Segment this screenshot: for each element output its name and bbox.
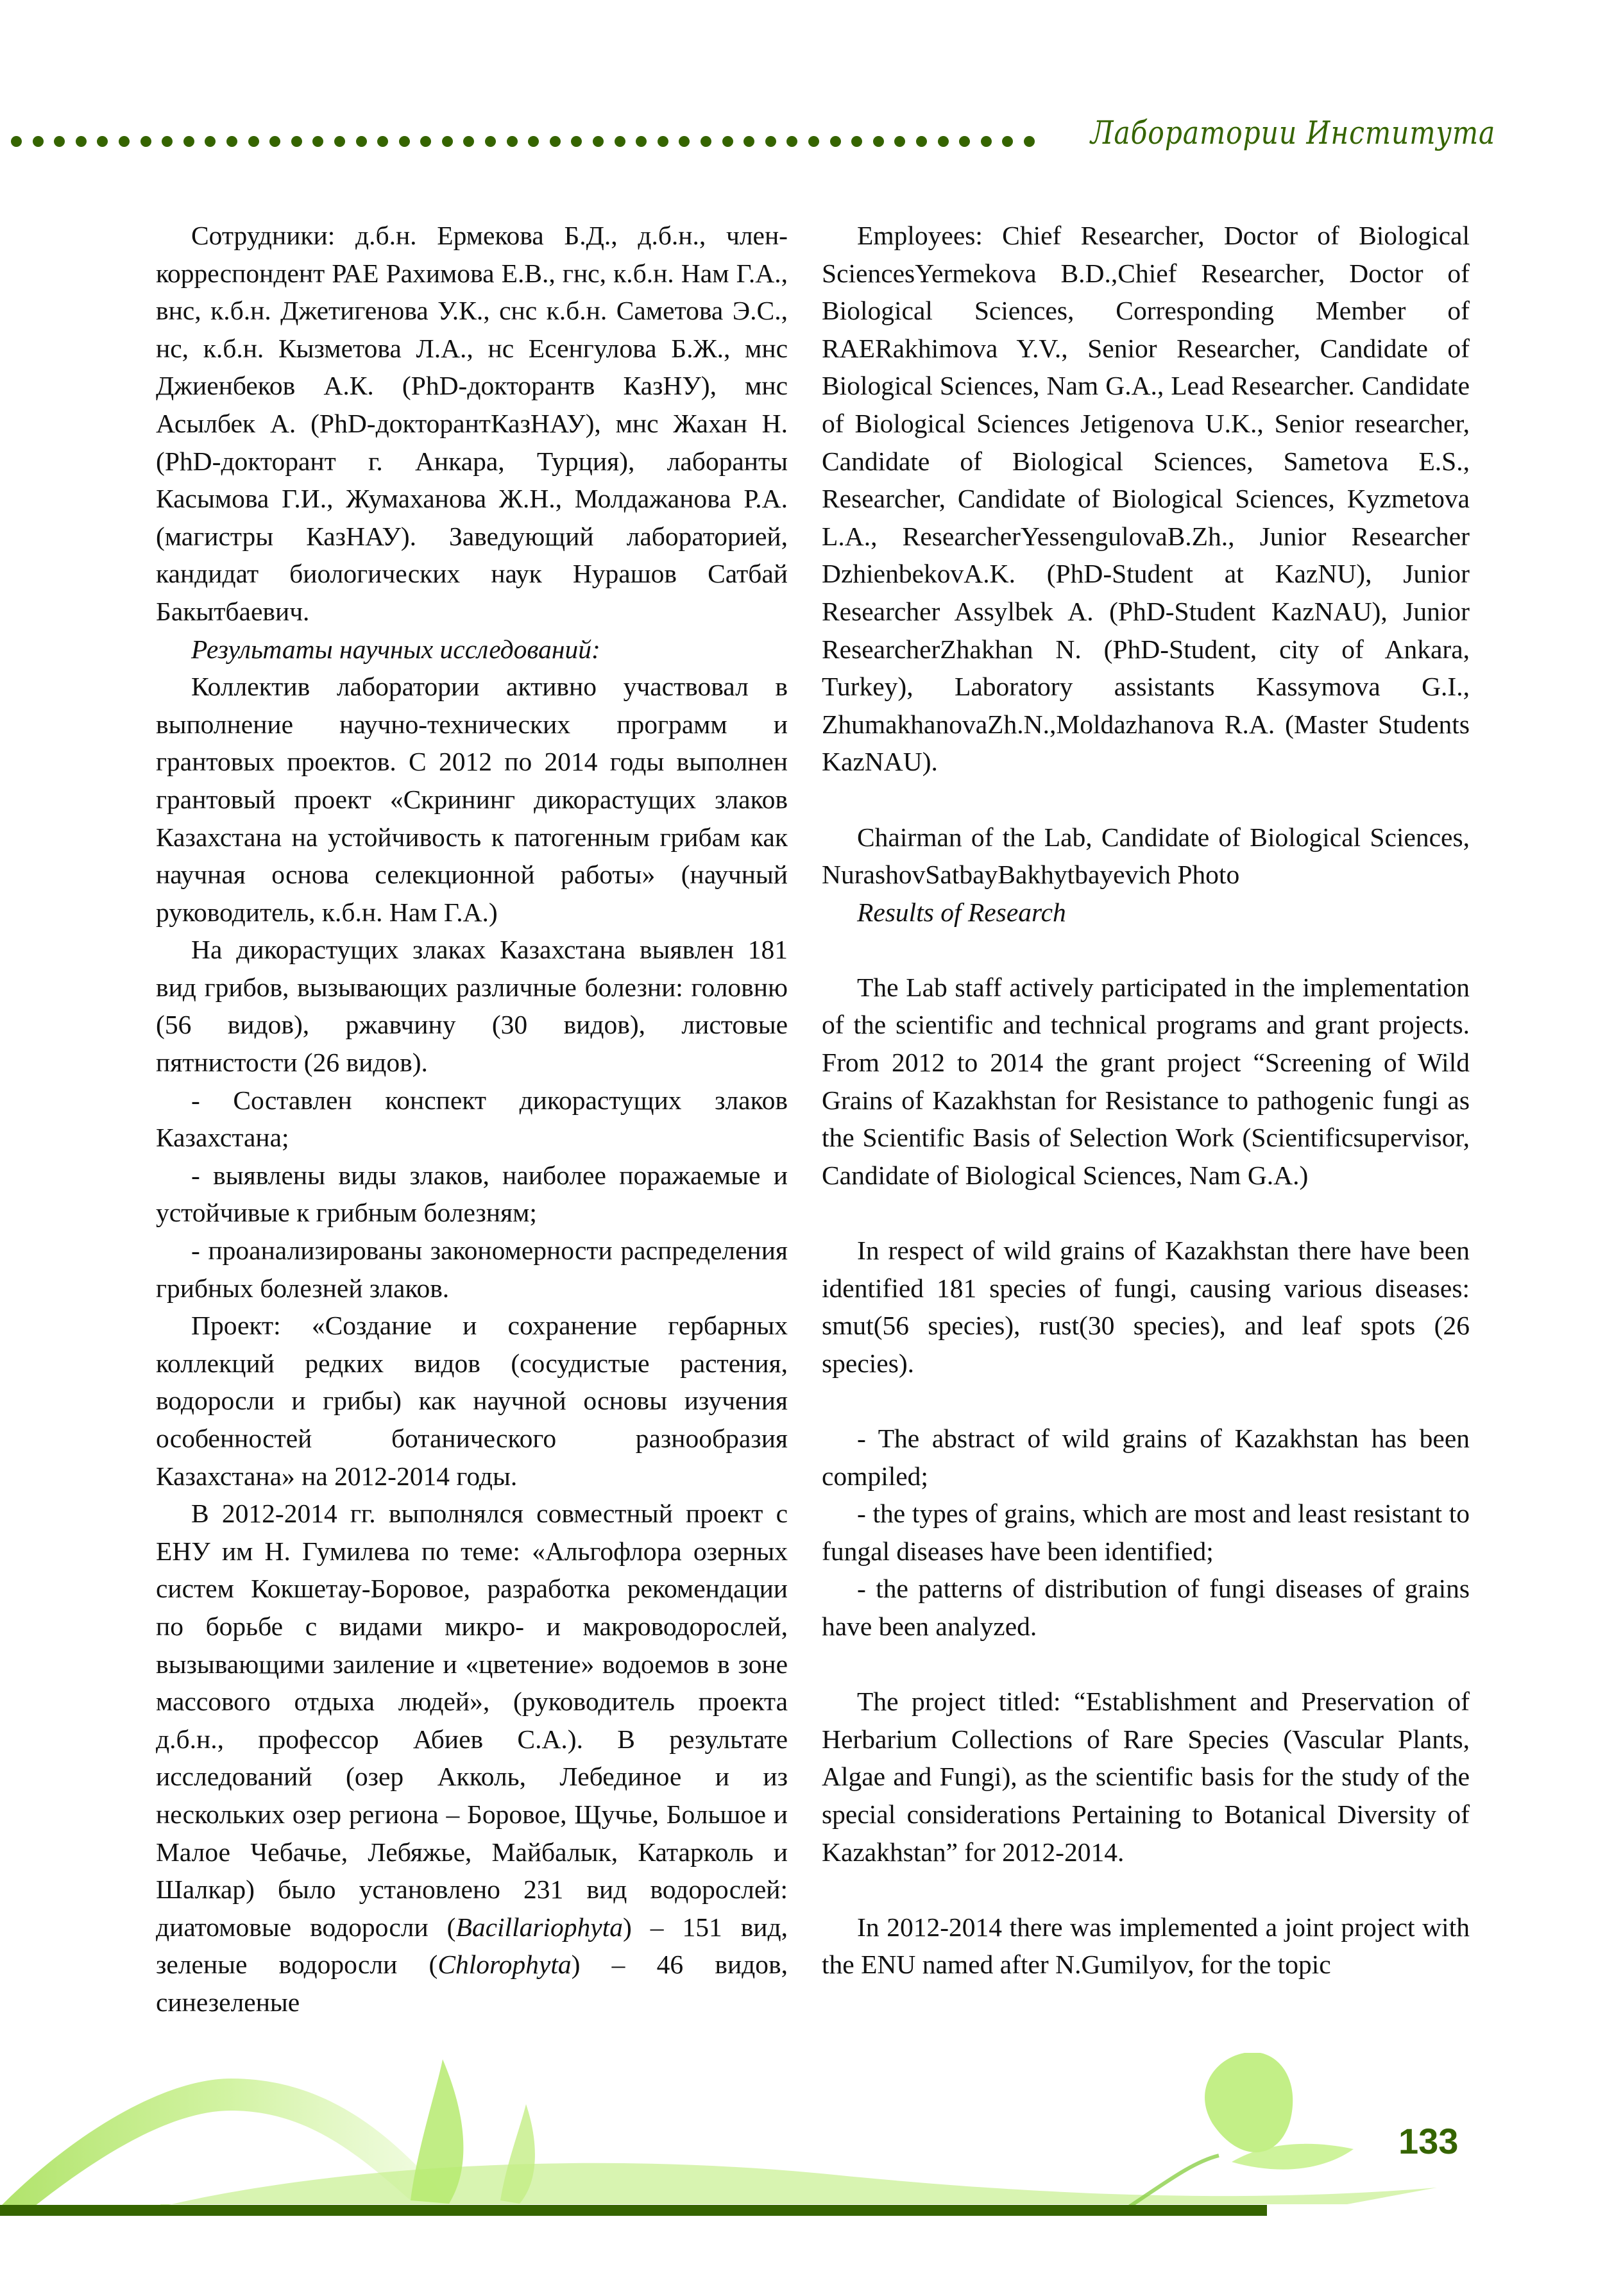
header-dot [291, 136, 302, 147]
fungi-paragraph: In respect of wild grains of Kazakhstan there have been identified 181 species of fungi, causing various diseases: smut(56 species), rust(30 species), and leaf spots (26 species). [822, 1236, 1470, 1378]
header-dot [463, 136, 474, 147]
header-dot [377, 136, 388, 147]
header-dot [786, 136, 797, 147]
vine-swoosh-lower [160, 2163, 1437, 2207]
vine-stem [1129, 2156, 1219, 2207]
leaf-4 [1232, 2144, 1354, 2170]
header-dot [183, 136, 194, 147]
header-dot [615, 136, 625, 147]
header-dot [808, 136, 819, 147]
header-dot [658, 136, 668, 147]
running-head: Лаборатории Института [1091, 114, 1496, 151]
header-dot [593, 136, 604, 147]
bullet-1: - The abstract of wild grains of Kazakhstan has been compiled; [822, 1424, 1470, 1491]
chairman-paragraph: Chairman of the Lab, Candidate of Biological Sciences, NurashovSatbayBakhytbayevich Photo [822, 822, 1470, 890]
bullet-2: - the types of grains, which are most and least resistant to fungal diseases have been identified; [822, 1499, 1470, 1566]
herbarium-paragraph: The project titled: “Establishment and Preservation of Herbarium Collections of Rare Species (Vascular Plants, Algae and Fungi), as the scientific basis for the study of the special considerations Pertaining to Botanical Diversity of Kazakhstan” for 2012-2014. [822, 1687, 1470, 1867]
header-dot [722, 136, 733, 147]
header-dot [894, 136, 905, 147]
grant-paragraph: The Lab staff actively participated in the implementation of the scientific and technical programs and grant projects. From 2012 to 2014 the grant project “Screening of Wild Grains of Kazakhstan for Resistance to pathogenic fungi as the Scientific Basis of Selection Work (Scientificsupervisor, Candidate of Biological Sciences, Nam G.A.) [822, 972, 1470, 1190]
leaf-3 [1205, 2053, 1293, 2152]
header-dot [981, 136, 992, 147]
joint-project-paragraph: In 2012-2014 there was implemented a joint project with the ENU named after N.Gumilyov, for the topic [822, 1912, 1470, 1980]
bullet-2: - выявлены виды злаков, наиболее поражаемые и устойчивые к грибным болезням; [156, 1160, 788, 1228]
vine-swoosh [0, 2079, 449, 2213]
bullet-3: - проанализированы закономерности распределения грибных болезней злаков. [156, 1236, 788, 1303]
header-dot [743, 136, 754, 147]
header-dot [507, 136, 518, 147]
left-column-russian [156, 217, 788, 2021]
footer-bar [0, 2205, 1267, 2216]
header-dot [334, 136, 345, 147]
header-dot [765, 136, 776, 147]
header-dot [959, 136, 970, 147]
herbarium-paragraph: Проект: «Создание и сохранение гербарных коллекций редких видов (сосудистые растения, водоросли и грибы) как научной основы изучения особенностей ботанического разнообразия Казахстана» на 2012-2014 годы. [156, 1311, 788, 1491]
right-column-english [822, 217, 1470, 1984]
staff-paragraph: Сотрудники: д.б.н. Ермекова Б.Д., д.б.н., член-корреспондент РАЕ Рахимова Е.В., гнс, к.б.н. Нам Г.А., внс, к.б.н. Джетигенова У.К., снс к.б.н. Саметова Э.С., нс, к.б.н. Кызметова Л.А., нс Есенгулова Б.Ж., мнс Джиенбеков А.К. (PhD-докторантв КазНУ), мнс Асылбек А. (PhD-докторантКазНАУ), мнс Жахан Н. (PhD-докторант г. Анкара, Турция), лаборанты Касымова Г.И., Жумаханова Ж.Н., Молдажанова Р.А. (магистры КазНАУ). Заведующий лабораторией, кандидат биологических наук Нурашов Сатбай Бакытбаевич. [156, 221, 788, 626]
header-dot [226, 136, 237, 147]
header-dot [269, 136, 280, 147]
header-dot [571, 136, 582, 147]
results-heading: Результаты научных исследований: [191, 634, 600, 664]
header-dot [119, 136, 130, 147]
header-dot [97, 136, 108, 147]
leaf-1 [411, 2059, 463, 2204]
algae-paragraph: В 2012-2014 гг. выполнялся совместный проект с ЕНУ им Н. Гумилева по теме: «Альгофлора озерных систем Кокшетау-Боровое, разработка рекомендации по борьбе с видами микро- и макроводорослей, вызывающими заиление и «цветение» водоемов в зоне массового отдыха людей», (руководитель проекта д.б.н., профессор Абиев С.А.). В результате исследований (озер Акколь, Лебединое и из нескольких озер региона – Боровое, Щучье, Большое и Малое Чебачье, Лебяжье, Майбалык, Катарколь и Шалкар) было установлено 231 вид водорослей: диатомовые водоросли (Bacillariophyta) – 151 вид, зеленые водоросли (Chlorophyta) – 46 видов, синезеленые [156, 1499, 788, 2017]
header-dot [1024, 136, 1035, 147]
header-dot [140, 136, 151, 147]
page-number: 133 [1398, 2121, 1459, 2161]
header-dot [830, 136, 841, 147]
header-dot [1002, 136, 1013, 147]
taxon-chlorophyta: Chlorophyta [437, 1950, 572, 1980]
header-dot [916, 136, 927, 147]
header-dot [54, 136, 65, 147]
header-dot [550, 136, 561, 147]
header-dot [938, 136, 949, 147]
header-dot [420, 136, 431, 147]
header-dot [205, 136, 216, 147]
grant-paragraph: Коллектив лаборатории активно участвовал в выполнение научно-технических программ и грантовых проектов. С 2012 по 2014 годы выполнен грантовый проект «Скрининг дикорастущих злаков Казахстана на устойчивость к патогенным грибам как научная основа селекционной работы» (научный руководитель, к.б.н. Нам Г.А.) [156, 672, 788, 927]
bullet-3: - the patterns of distribution of fungi diseases of grains have been analyzed. [822, 1574, 1470, 1641]
header-dot [636, 136, 647, 147]
bullet-1: - Составлен конспект дикорастущих злаков Казахстана; [156, 1085, 788, 1153]
header-dot-rule [11, 136, 1035, 147]
header-dot [399, 136, 410, 147]
taxon-bacillariophyta: Bacillariophyta [455, 1912, 623, 1942]
header-dot [851, 136, 862, 147]
header-dot [873, 136, 884, 147]
header-dot [485, 136, 496, 147]
header-dot [162, 136, 173, 147]
header-dot [356, 136, 367, 147]
results-heading: Results of Research [857, 897, 1066, 927]
header-dot [312, 136, 323, 147]
fungi-paragraph: На дикорастущих злаках Казахстана выявлен 181 вид грибов, вызывающих различные болезни: головню (56 видов), ржавчину (30 видов), листовые пятнистости (26 видов). [156, 935, 788, 1078]
header-dot [33, 136, 44, 147]
header-dot [442, 136, 453, 147]
header-dot [248, 136, 259, 147]
header-dot [528, 136, 539, 147]
header-dot [76, 136, 87, 147]
header-dot [679, 136, 690, 147]
header-dot [701, 136, 711, 147]
header-dot [11, 136, 22, 147]
leaf-2 [500, 2104, 535, 2204]
staff-paragraph: Employees: Chief Researcher, Doctor of Biological SciencesYermekova B.D.,Chief Researcher, Doctor of Biological Sciences, Corresponding Member of RAERakhimova Y.V., Senior Researcher, Candidate of Biological Sciences, Nam G.A., Lead Researcher. Candidate of Biological Sciences Jetigenova U.K., Senior researcher, Candidate of Biological Sciences, Sametova E.S., Researcher, Candidate of Biological Sciences, Kyzmetova L.A., ResearcherYessengulovaB.Zh., Junior Researcher DzhienbekovA.K. (PhD-Student at KazNU), Junior Researcher Assylbek A. (PhD-Student KazNAU), Junior ResearcherZhakhan N. (PhD-Student, city of Ankara, Turkey), Laboratory assistants Kassymova G.I., ZhumakhanovaZh.N.,Moldazhanova R.A. (Master Students KazNAU). [822, 221, 1470, 777]
leaf-vine-decoration [0, 2053, 1614, 2271]
